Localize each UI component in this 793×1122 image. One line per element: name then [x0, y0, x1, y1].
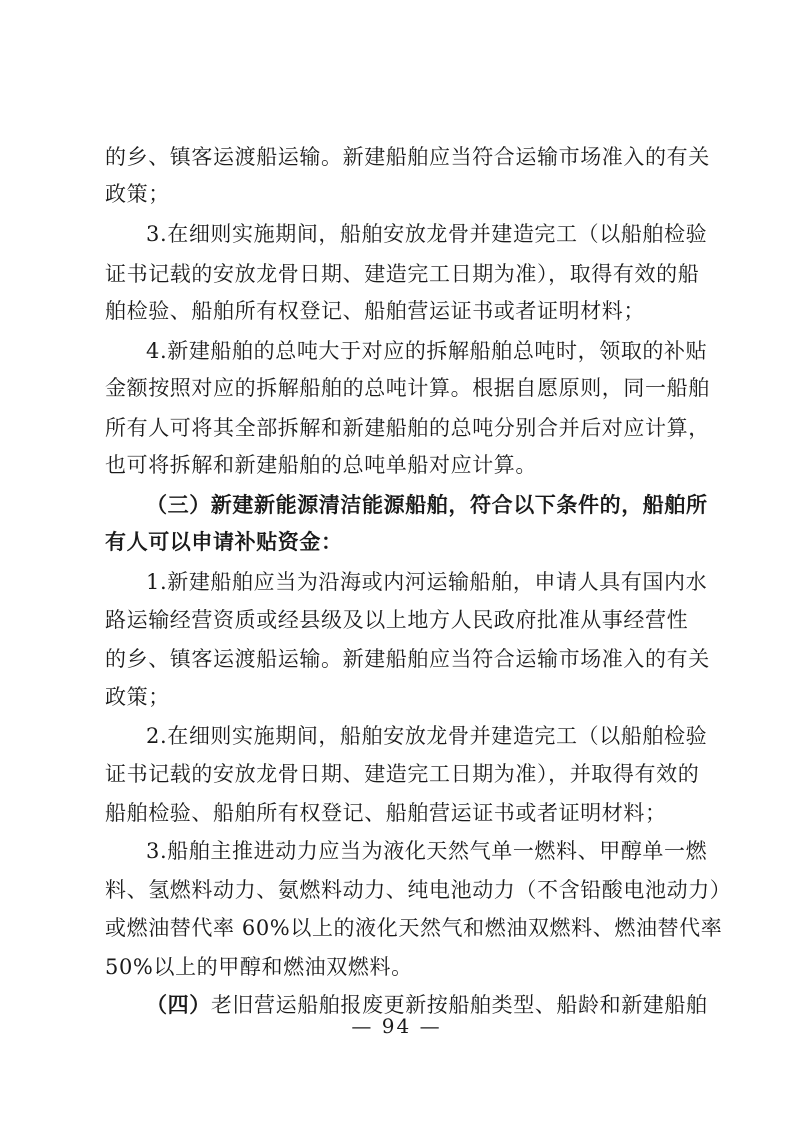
- text-line: 证书记载的安放龙骨日期、建造完工日期为准），并取得有效的: [105, 762, 700, 786]
- section-heading: （四）: [146, 992, 211, 1017]
- text-line: 3.在细则实施期间，船舶安放龙骨并建造完工（以船舶检验: [146, 222, 708, 246]
- text-line: 也可将拆解和新建船舶的总吨单船对应计算。: [105, 453, 537, 477]
- text-line: 1.新建船舶应当为沿海或内河运输船舶，申请人具有国内水: [146, 570, 708, 594]
- text-line: 或燃油替代率 60%以上的液化天然气和燃油双燃料、燃油替代率: [105, 916, 723, 940]
- text-line: 舶检验、船舶所有权登记、船舶营运证书或者证明材料；: [105, 299, 645, 323]
- section-heading-line: （三）新建新能源清洁能源船舶，符合以下条件的，船舶所: [146, 492, 708, 517]
- text-line: 金额按照对应的拆解船舶的总吨计算。根据自愿原则，同一船舶: [105, 376, 710, 400]
- page-number: — 94 —: [351, 1014, 442, 1038]
- section-text: 老旧营运船舶报废更新按船舶类型、船龄和新建船舶: [210, 993, 708, 1017]
- text-line: 4.新建船舶的总吨大于对应的拆解船舶总吨时，领取的补贴: [146, 339, 708, 363]
- text-line: 3.船舶主推进动力应当为液化天然气单一燃料、甲醇单一燃: [146, 839, 708, 863]
- text-line: 料、氢燃料动力、氨燃料动力、纯电池动力（不含铅酸电池动力）: [105, 878, 732, 902]
- text-line: 的乡、镇客运渡船运输。新建船舶应当符合运输市场准入的有关: [105, 145, 710, 169]
- section-heading-line: 有人可以申请补贴资金：: [105, 529, 343, 554]
- text-line: 政策；: [105, 685, 170, 709]
- text-line: 所有人可将其全部拆解和新建船舶的总吨分别合并后对应计算，: [105, 416, 710, 440]
- text-line: 50%以上的甲醇和燃油双燃料。: [105, 955, 413, 979]
- text-line: 路运输经营资质或经县级及以上地方人民政府批准从事经营性: [105, 608, 689, 632]
- text-line: 船舶检验、船舶所有权登记、船舶营运证书或者证明材料；: [105, 801, 667, 825]
- text-line: 证书记载的安放龙骨日期、建造完工日期为准），取得有效的船: [105, 262, 700, 286]
- text-line: 的乡、镇客运渡船运输。新建船舶应当符合运输市场准入的有关: [105, 647, 710, 671]
- text-line: 2.在细则实施期间，船舶安放龙骨并建造完工（以船舶检验: [146, 724, 708, 748]
- text-line: 政策；: [105, 182, 170, 206]
